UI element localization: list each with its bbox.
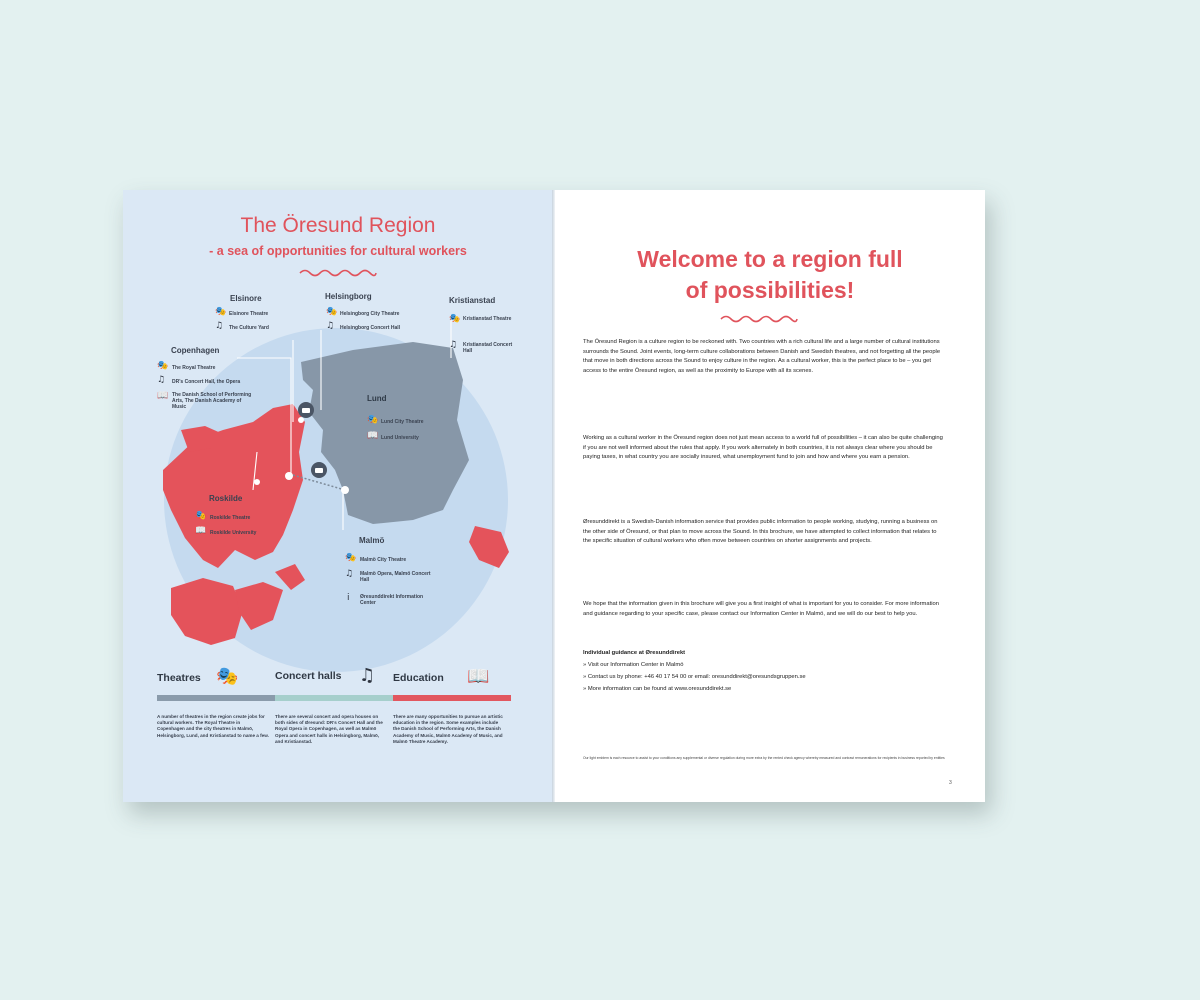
legend-label-education: Education	[393, 672, 444, 684]
city-label-elsinore: Elsinore	[230, 294, 262, 303]
info-icon: ⅰ	[347, 593, 350, 603]
theatre-masks-icon: 🎭	[157, 361, 169, 371]
right-page-title	[555, 244, 985, 306]
legend-text-education: There are many opportunities to pursue an artistic education in the region. Some examples include the Danish School of Performing Arts, the Danish Academy of Music, Malmö Academy of Music, and Malmö Theatre Academy.	[393, 714, 503, 744]
book-icon: 📖	[367, 431, 379, 441]
venue-label: Elsinore Theatre	[229, 311, 269, 317]
venue-label: Helsingborg City Theatre	[340, 311, 400, 317]
title-line-1: Welcome to a region full	[637, 246, 903, 272]
theatre-masks-icon: 🎭	[215, 307, 227, 317]
guidance-item: » Contact us by phone: +46 40 17 54 00 or email: oresunddirekt@oresundsgruppen.se	[583, 674, 806, 680]
body-paragraph: Working as a cultural worker in the Öresund region does not just mean access to a world full of possibilities – it can also be quite challenging if you are not well informed about the rules that apply. If you work alternately in both countries, it is not always clear where you should be paying taxes, in what country you are socially insured, what unemployment fund to join and how and where you earn a pension.	[583, 435, 943, 461]
music-note-icon: ♫	[449, 340, 458, 350]
music-note-icon: ♫	[359, 665, 376, 686]
left-page-title: The Öresund Region	[240, 214, 436, 237]
body-paragraph: We hope that the information given in this brochure will give you a first insight of what is important for you to consider. For more information and guidance regarding to your specific case, please contact our Information Center in Malmö, and we will do our best to help you.	[583, 601, 939, 617]
guidance-item: » Visit our Information Center in Malmö	[583, 662, 684, 668]
book-icon: 📖	[157, 391, 169, 401]
venue-label: Malmö City Theatre	[360, 557, 407, 563]
music-note-icon: ♫	[215, 321, 224, 331]
legend-bar-education	[393, 695, 511, 701]
theatre-masks-icon: 🎭	[367, 415, 379, 425]
left-page	[123, 190, 553, 802]
footnote: Our light emblem is each resource to assist to your conditions any supplemental or diverse regulation during more extra by the rented check agency whereby measured and contrast remunerations for recipients in business reported by entities	[583, 756, 945, 760]
venue-label: DR's Concert Hall, the Opera	[172, 379, 241, 385]
venue-label: The Culture Yard	[229, 325, 269, 331]
guidance-item: » More information can be found at www.oresunddirekt.se	[583, 686, 732, 692]
music-note-icon: ♫	[326, 321, 335, 331]
marker-roskilde	[254, 479, 260, 485]
theatre-masks-icon: 🎭	[345, 553, 357, 563]
legend-bar-theatres	[157, 695, 275, 701]
title-line-2: of possibilities!	[685, 277, 855, 303]
brochure-spread	[123, 190, 985, 802]
oresund-map	[123, 190, 553, 802]
music-note-icon: ♫	[157, 375, 166, 385]
theatre-masks-icon: 🎭	[216, 666, 239, 687]
land-lolland	[171, 578, 243, 645]
city-label-lund: Lund	[367, 394, 387, 403]
book-icon: 📖	[195, 526, 207, 536]
venue-label: Kristianstad Concert Hall	[463, 342, 513, 354]
venue-label: Roskilde University	[210, 530, 257, 536]
city-label-kristianstad: Kristianstad	[449, 296, 496, 305]
city-label-malmo: Malmö	[359, 536, 385, 545]
legend-bar-concert-halls	[275, 695, 393, 701]
music-note-icon: ♫	[345, 569, 354, 579]
marker-copenhagen	[285, 472, 293, 480]
legend-text-concert-halls: There are several concert and opera houses on both sides of Øresund: DR's Concert Hall and the Royal Opera in Copenhagen, as well as Malmö Opera and concert halls in Helsingborg, Malmö, and Kristianstad.	[275, 714, 383, 744]
guidance-heading: Individual guidance at Øresunddirekt	[583, 650, 686, 656]
right-page	[555, 190, 985, 802]
venue-label: The Royal Theatre	[172, 365, 216, 371]
left-page-subtitle: - a sea of opportunities for cultural workers	[209, 244, 467, 258]
marker-helsingborg	[298, 417, 304, 423]
page-number: 3	[949, 780, 952, 786]
body-paragraph: The Öresund Region is a culture region to be reckoned with. Two countries with a rich cultural life and a large number of cultural institutions surrounds the Sound. Joint events, long-term culture collaborations between Danish and Swedish theatres, and not forgetting all the people that move in both directions across the Sound to enjoy culture in the region. As a cultural worker, this is the perfect place to be – you get access to the entire Öresund region, as well as the proximity to Europe with all its scenes.	[583, 339, 941, 374]
legend-text-theatres: A number of theatres in the region create jobs for cultural workers. The Royal Theatre in Copenhagen and the city theatres in Malmö, Helsingborg, Lund, and Kristianstad to name a few.	[157, 714, 269, 738]
venue-label: Kristianstad Theatre	[463, 316, 512, 322]
wave-divider-right	[719, 314, 799, 324]
marker-malmo	[341, 486, 349, 494]
city-label-helsingborg: Helsingborg	[325, 292, 372, 301]
venue-label: Øresunddirekt Information Center	[360, 594, 424, 606]
theatre-masks-icon: 🎭	[449, 314, 461, 324]
legend-label-theatres: Theatres	[157, 672, 201, 684]
legend-label-concert-halls: Concert halls	[275, 670, 342, 682]
venue-label: Roskilde Theatre	[210, 515, 251, 521]
venue-label: Helsingborg Concert Hall	[340, 325, 401, 331]
city-label-copenhagen: Copenhagen	[171, 346, 220, 355]
theatre-masks-icon: 🎭	[195, 511, 207, 521]
city-label-roskilde: Roskilde	[209, 494, 243, 503]
theatre-masks-icon: 🎭	[326, 307, 338, 317]
venue-label: The Danish School of Performing Arts, The Danish Academy of Music	[172, 392, 252, 410]
book-icon: 📖	[467, 666, 490, 687]
body-paragraph: Øresunddirekt is a Swedish-Danish information service that provides public information to people working, studying, running a business on the other side of Öresund, or that plan to move across the Sound. In this brochure, we have attempted to collect information that relates to the specific situation of cultural workers who often move between countries on shorter assignments and projects.	[583, 519, 938, 545]
venue-label: Malmö Opera, Malmö Concert Hall	[360, 571, 431, 583]
venue-label: Lund City Theatre	[381, 419, 424, 425]
venue-label: Lund University	[381, 435, 419, 441]
